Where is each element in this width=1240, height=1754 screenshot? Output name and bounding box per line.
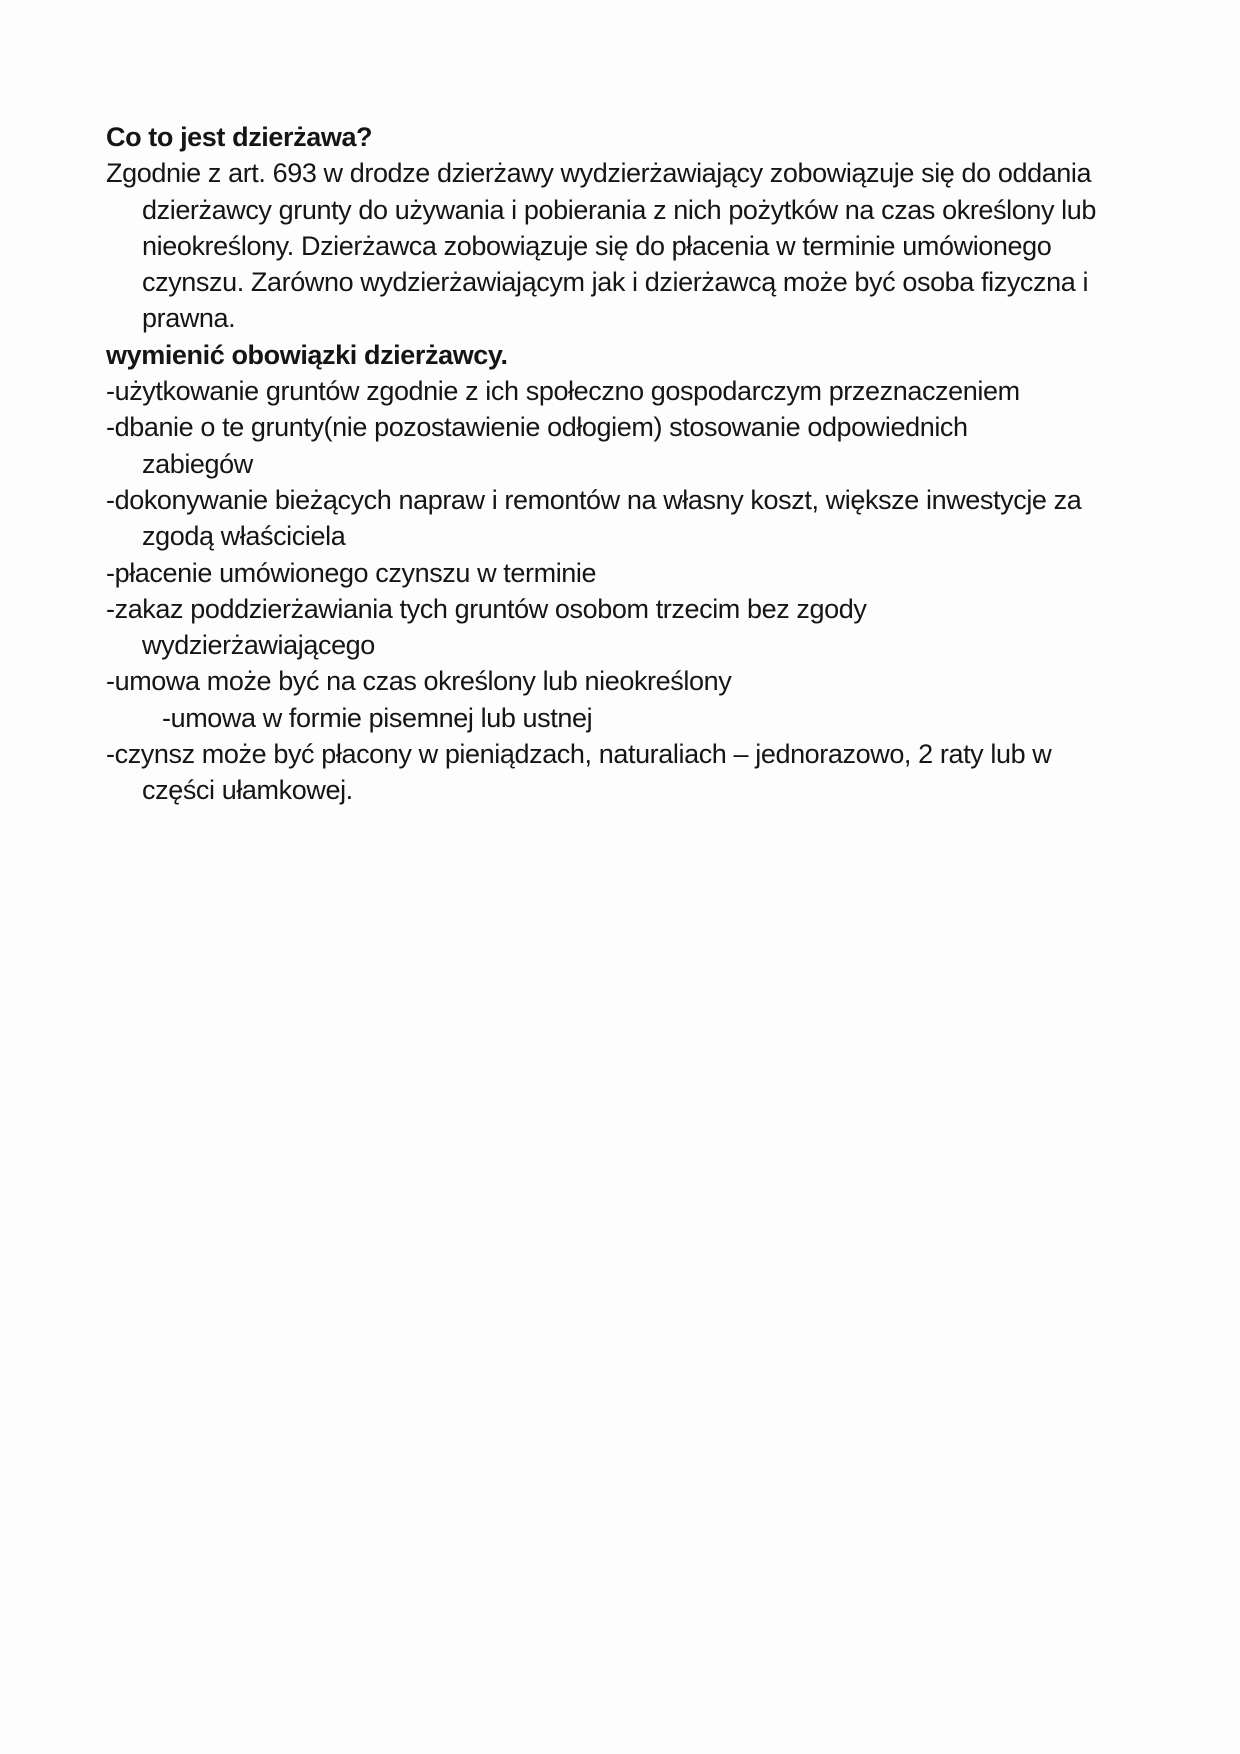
definition-paragraph-line-2: dzierżawcy grunty do używania i pobierania z nich pożytków na czas określony lub [142,194,1097,225]
duty-item-rent-payment: -płacenie umówionego czynszu w terminie [106,557,597,588]
definition-paragraph-line-5: prawna. [142,303,236,334]
duty-item-land-care-line-1: -dbanie o te grunty(nie pozostawienie odłogiem) stosowanie odpowiednich [106,412,968,443]
note-contract-form: -umowa w formie pisemnej lub ustnej [162,702,593,733]
question-heading: Co to jest dzierżawa? [106,122,373,152]
duty-item-sublease-ban-line-2: wydzierżawiającego [142,630,375,661]
duty-item-repairs-line-1: -dokonywanie bieżących napraw i remontów na własny koszt, większe inwestycje za [106,484,1082,515]
duties-heading: wymienić obowiązki dzierżawcy. [106,339,508,370]
definition-paragraph-line-3: nieokreślony. Dzierżawca zobowiązuje się do płacenia w terminie umówionego [142,230,1052,261]
duty-item-repairs-line-2: zgodą właściciela [142,521,346,552]
note-rent-form-line-2: części ułamkowej. [142,775,353,806]
text-content [106,119,1166,809]
note-contract-duration: -umowa może być na czas określony lub nieokreślony [106,666,732,697]
definition-paragraph-line-4: czynszu. Zarówno wydzierżawiającym jak i dzierżawcą może być osoba fizyczna i [142,267,1089,298]
duty-item-sublease-ban-line-1: -zakaz poddzierżawiania tych gruntów osobom trzecim bez zgody [106,593,867,624]
note-rent-form-line-1: -czynsz może być płacony w pieniądzach, naturaliach – jednorazowo, 2 raty lub w [106,739,1052,770]
definition-paragraph-line-1: Zgodnie z art. 693 w drodze dzierżawy wydzierżawiający zobowiązuje się do oddania [106,158,1092,189]
duty-item-land-care-line-2: zabiegów [142,448,253,479]
duty-item-land-use: -użytkowanie gruntów zgodnie z ich społeczno gospodarczym przeznaczeniem [106,376,1020,407]
